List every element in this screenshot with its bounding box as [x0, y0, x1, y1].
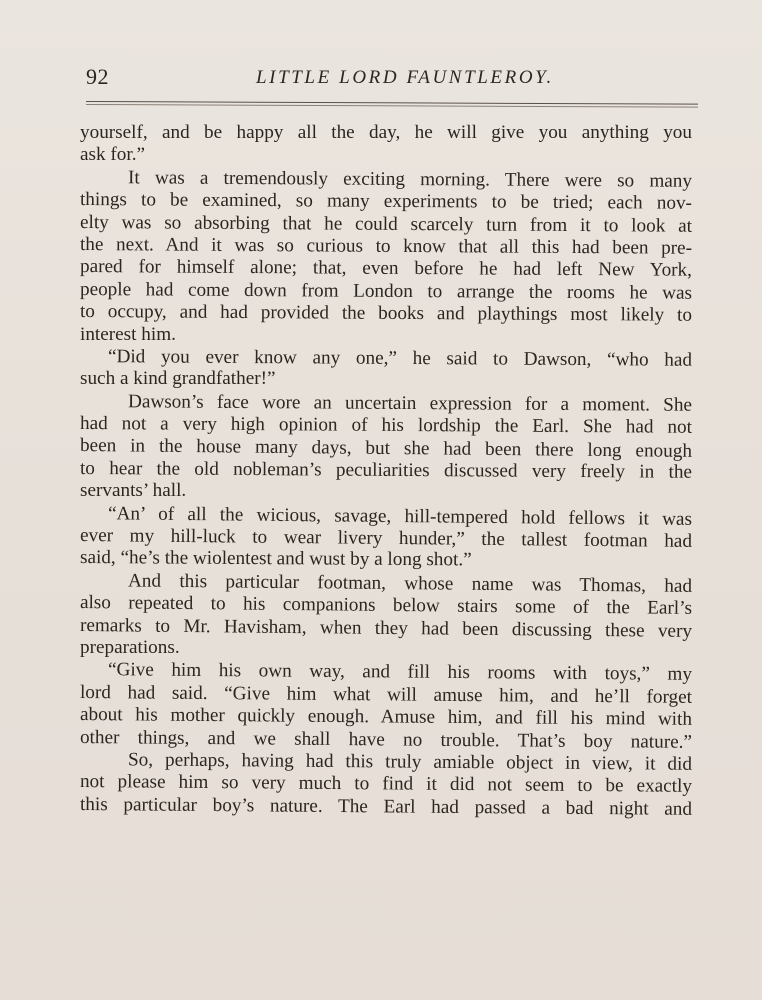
text-line: the next. And it was so curious to know that all this had been pre- [79, 233, 693, 259]
paragraph-start-line: And this particular footman, whose name was Thomas, had [127, 570, 693, 597]
body-text [79, 122, 693, 820]
paragraph-start-line: “An’ of all the wicious, savage, hill-tempered hold fellows it was [107, 502, 693, 530]
paragraph-start-line: It was a tremendously exciting morning. There were so many [127, 167, 693, 192]
running-title: LITTLE LORD FAUNTLEROY. [256, 67, 554, 88]
header-rule-secondary [86, 104, 698, 108]
text-line: to hear the old nobleman’s peculiarities discussed very freely in the [79, 457, 693, 483]
page-header [86, 64, 698, 94]
paragraph-start-line: Dawson’s face wore an uncertain expression for a moment. She [127, 390, 693, 416]
text-line: lord had said. “Give him what will amuse him, and he’ll forget [79, 681, 693, 708]
text-line: elty was so absorbing that he could scarcely turn from it to look at [79, 211, 693, 237]
text-line: such a kind grandfather!” [80, 368, 276, 390]
text-line: pared for himself alone; that, even before he had left New York, [79, 256, 693, 282]
text-line: interest him. [80, 323, 176, 345]
text-line: servants’ hall. [80, 480, 187, 502]
text-line: to occupy, and had provided the books and playthings most likely to [79, 301, 693, 326]
text-line: remarks to Mr. Havisham, when they had been discussing these very [79, 614, 693, 642]
paragraph-start-line: “Did you ever know any one,” he said to Dawson, “who had [107, 346, 693, 371]
text-line: not please him so very much to find it did not seem to be exactly [79, 771, 693, 798]
text-line: been in the house many days, but she had been there long enough [79, 435, 693, 463]
text-line: had not a very high opinion of his lordship the Earl. She had not [79, 413, 693, 438]
text-line: ask for.” [80, 144, 146, 166]
paragraph-start-line: So, perhaps, having had this truly amiable object in view, it did [127, 749, 693, 775]
text-line: ever my hill-luck to wear livery hunder,” the tallest footman had [79, 525, 693, 552]
text-line: this particular boy’s nature. The Earl had passed a bad night and [79, 793, 693, 820]
page-number: 92 [86, 64, 109, 89]
text-line: people had come down from London to arrange the rooms he was [79, 278, 693, 304]
text-line: other things, and we shall have no trouble. That’s boy nature.” [79, 726, 693, 753]
text-line: about his mother quickly enough. Amuse him, and fill his mind with [79, 704, 693, 730]
text-line: also repeated to his companions below stairs some of the Earl’s [79, 592, 693, 620]
text-line: preparations. [80, 636, 180, 658]
text-line: things to be examined, so many experiments to be tried; each nov- [79, 189, 693, 214]
text-line: said, “he’s the wiolentest and wust by a long shot.” [79, 547, 472, 571]
text-line: yourself, and be happy all the day, he will give you anything you [80, 122, 692, 143]
paragraph-start-line: “Give him his own way, and fill his rooms with toys,” my [107, 659, 693, 686]
